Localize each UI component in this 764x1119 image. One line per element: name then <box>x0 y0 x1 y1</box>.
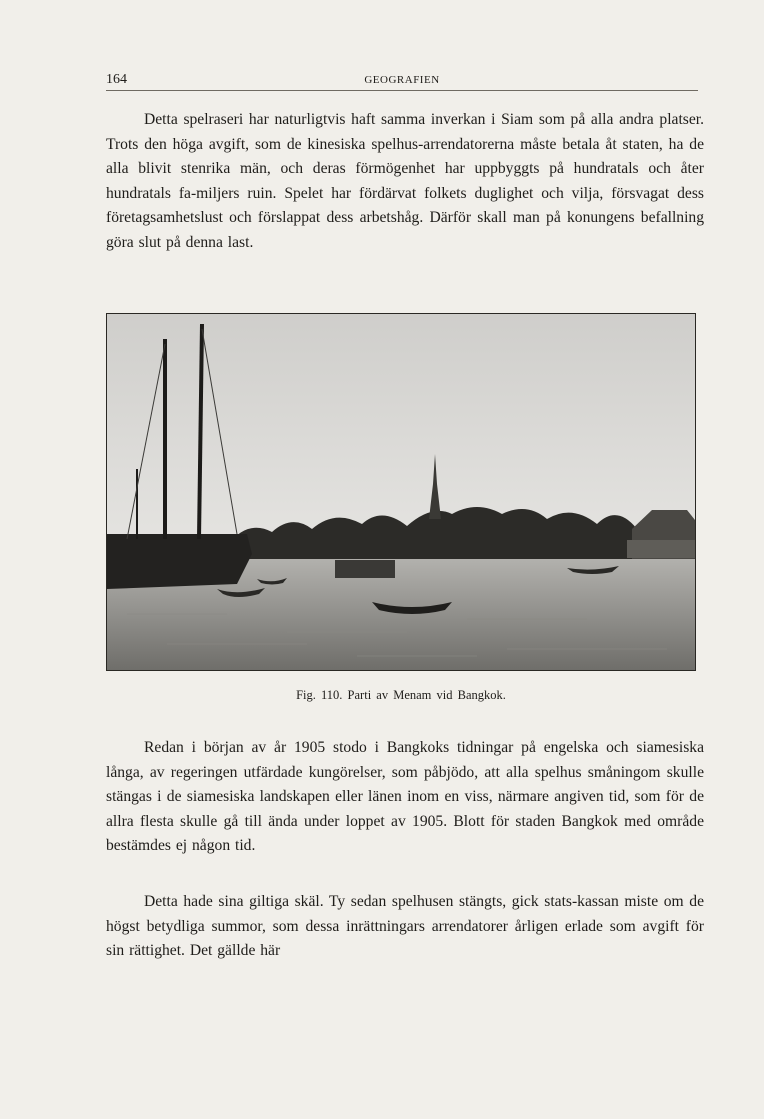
figure-caption: Fig. 110. Parti av Menam vid Bangkok. <box>296 688 506 702</box>
shore-houses <box>627 540 695 558</box>
running-header <box>106 72 698 91</box>
running-title: GEOGRAFIEN <box>364 74 440 86</box>
body-paragraph: Redan i början av år 1905 stodo i Bangkoks tidningar på engelska och siamesiska långa, av regeringen utfärdade kungörelser, som påbjödo, att alla spelhus småningom skulle stängas i de siamesiska landskapen eller länen inom en viss, närmare angiven tid, som för de allra flesta skulle gå till ända under loppet av 1905. Blott för staden Bangkok med område bestämdes ej någon tid. <box>106 739 704 854</box>
body-paragraph: Detta spelraseri har naturligtvis haft samma inverkan i Siam som på alla andra platser. Trots den höga avgift, som de kinesiska spelhus-arrendatorerna måste betala åt staten, ha de alla blivit stenrika män, och deras förmögenhet har uppbyggts på hundratals och åter hundratals fa-miljers ruin. Spelet har fördärvat folkets duglighet och vilja, försvagat dess företagsamhetslust och förslappat dess arbetshåg. Därför skall man på konungens befallning göra slut på denna last. <box>106 111 704 251</box>
houseboat <box>335 560 395 578</box>
figure-photo <box>106 313 696 671</box>
page-number: 164 <box>106 72 127 87</box>
junk-ship-hull <box>107 534 252 589</box>
body-paragraph: Detta hade sina giltiga skäl. Ty sedan spelhusen stängts, gick stats-kassan miste om de högst betydliga summor, som dessa inrättningars arrendatorer årligen erlade som avgift för sin rättighet. Det gällde här <box>106 893 704 959</box>
